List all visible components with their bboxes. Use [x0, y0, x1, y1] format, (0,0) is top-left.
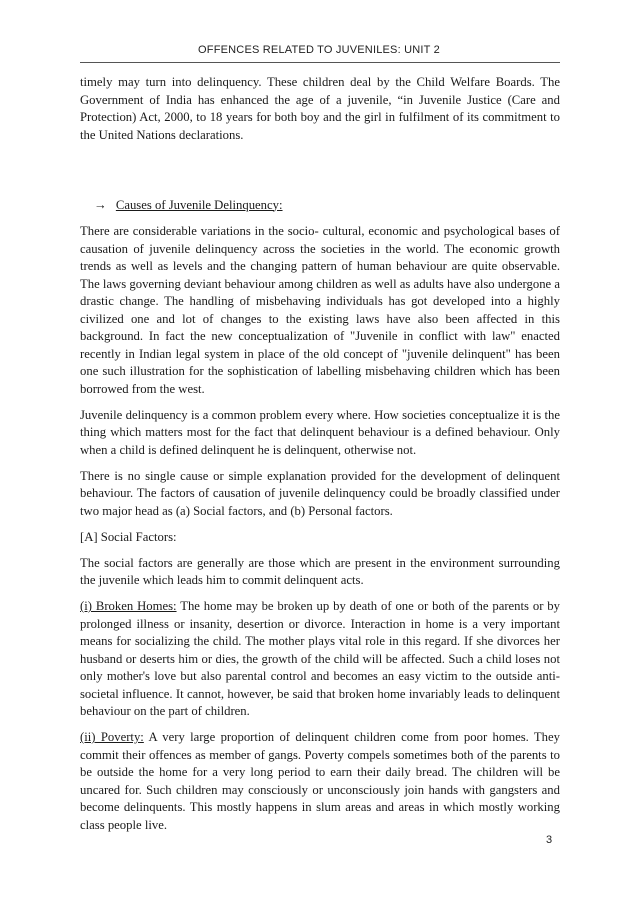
- causes-heading-text: Causes of Juvenile Delinquency:: [115, 197, 283, 212]
- broken-homes-text: The home may be broken up by death of one or both of the parents or by prolonged illness or insanity, desertion or divorce. Interaction in home is a very important means for socializing the child. The mother plays vital role in this regard. If she divorces her husband or deserts him or dies, the growth of the child will be affected. Such a child loses not only mother's love but also parental control and becomes an easy victim to the outside anti-societal influence. It cannot, however, be said that broken home invariably leads to delinquent behaviour on the part of children.: [80, 599, 560, 718]
- poverty-text: A very large proportion of delinquent children come from poor homes. They commit their offences as member of gangs. Poverty compels sometimes both of the parents to be outside the home for a very long period to earn their daily bread. The children will be uncared for. Such children may consciously or unconsciously join hands with gangsters and become delinquents. This mostly happens in slum areas and areas in which mostly working class people live.: [80, 730, 560, 832]
- broken-homes-paragraph: [80, 598, 560, 721]
- causes-heading: [80, 197, 560, 215]
- header-divider: [80, 62, 560, 63]
- causes-paragraph-3: There is no single cause or simple explanation provided for the development of delinquent behaviour. The factors of causation of juvenile delinquency could be broadly classified under two major head as (a) Social factors, and (b) Personal factors.: [80, 468, 560, 518]
- causes-paragraph-1: There are considerable variations in the socio- cultural, economic and psychological bases of causation of juvenile delinquency across the societies in the world. The economic growth trends as well as levels and the changing pattern of human behaviour are quite observable. The laws governing deviant behaviour among children as well as adults have also undergone a drastic change. The handling of misbehaving individuals has got developed into a highly civilized one and lot of changes to the existing laws have also been affected in this background. In fact the new conceptualization of "Juvenile in conflict with law" enacted recently in Indian legal system in place of the old concept of "juvenile delinquent" has been one such illustration for the sophistication of labelling misbehaving children which has been borrowed from the west.: [80, 224, 560, 396]
- poverty-paragraph: [80, 729, 560, 834]
- page-body: [80, 74, 560, 843]
- running-header: OFFENCES RELATED TO JUVENILES: UNIT 2: [198, 44, 440, 56]
- causes-paragraph-2: Juvenile delinquency is a common problem every where. How societies conceptualize it is the thing which matters most for the fact that delinquent behaviour is a defined behaviour. Only when a child is defined delinquent he is delinquent, otherwise not.: [80, 407, 560, 457]
- section-spacer: [80, 153, 560, 197]
- page-number: 3: [546, 834, 553, 846]
- arrow-right-icon: →: [94, 197, 107, 212]
- intro-paragraph: timely may turn into delinquency. These children deal by the Child Welfare Boards. The Government of India has enhanced the age of a juvenile, “in Juvenile Justice (Care and Protection) Act, 2000, to 18 years for both boy and the girl in fulfilment of its commitment to the United Nations declarations.: [80, 75, 560, 142]
- social-factors-intro: The social factors are generally are those which are present in the environment surrounding the juvenile which leads him to commit delinquent acts.: [80, 555, 560, 587]
- poverty-label: (ii) Poverty:: [80, 730, 144, 744]
- social-factors-heading: [A] Social Factors:: [80, 529, 177, 544]
- broken-homes-label: (i) Broken Homes:: [80, 599, 177, 613]
